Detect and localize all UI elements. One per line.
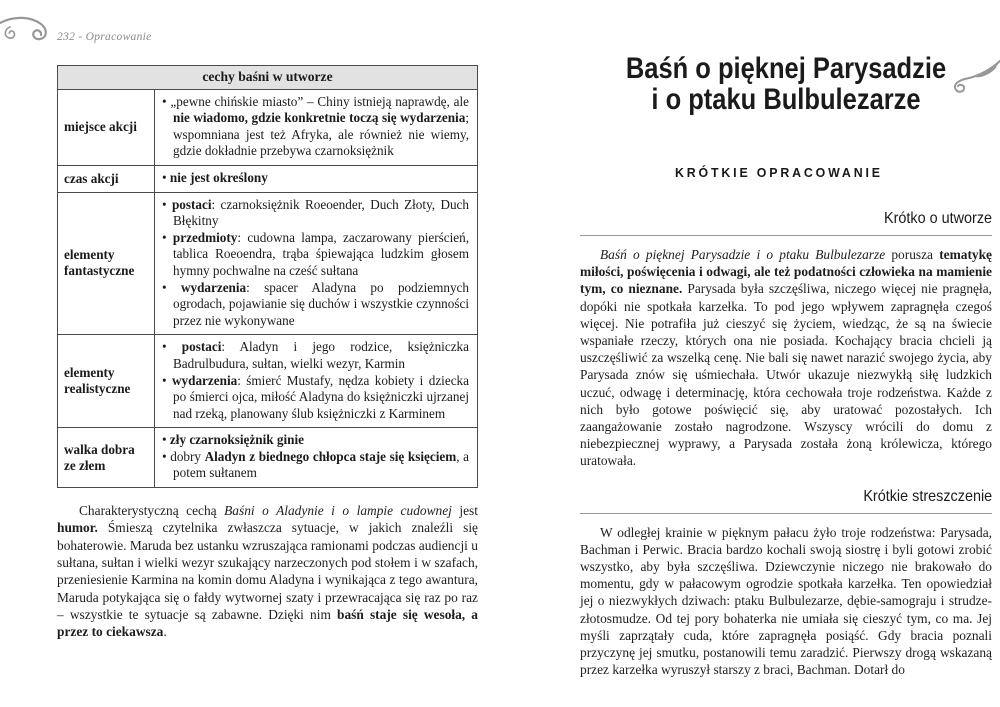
text-segment: wydarzenia [180, 279, 247, 295]
text-segment: nie wiadomo, gdzie konkretnie toczą się wydarzenia [173, 110, 466, 126]
text-segment: „pewne chińskie miasto” – Chiny istnieją naprawdę, ale [170, 93, 469, 109]
text-segment: . [163, 624, 167, 640]
text-segment: przedmioty [172, 229, 238, 245]
bullet-item [162, 373, 469, 423]
flourish-swirl-icon [0, 14, 56, 49]
bullet-item [162, 197, 469, 230]
bullet-item [162, 432, 469, 449]
bullet-item [162, 94, 469, 160]
table-body [58, 89, 478, 487]
right-page [580, 0, 992, 678]
bullet-icon: • [162, 448, 171, 464]
section-heading-text: Krótko o utworze [883, 210, 992, 227]
row-content [155, 89, 478, 165]
text-segment: dobry [170, 448, 205, 464]
table-row [58, 165, 478, 192]
row-label: elementy realistyczne [58, 335, 155, 428]
text-segment: jest [451, 503, 478, 519]
text-segment: W odległej krainie w pięknym pałacu żyło troje rodzeństwa: Parysada, Bachman i Perwic. Bracia bardzo kochali swoją siostrę i byli gotowi zrobić wszystko, aby była szczęśliwa. Dziewczynie niczego nie brakowało do momentu, gdy w pałacowym ogrodzie spotkała karzełka. Ten opowiedział jej o niezwykłych dziwach: ptaku Bulbulezarze, dębie-samograju i strudze-złotosmudze. Od tej pory bohaterka nie umiała się cieszyć tym, co ma. Jej myśli zaprzątały cuda, które zapragnęła posiąść. Gdy bracia poznali przyczynę jej smutku, postanowili temu zaradzić. Pierwszy drogą wskazaną przez karzełka wyruszył starszy z braci, Bachman. Dotarł do [580, 524, 992, 678]
kicker-heading [675, 165, 992, 180]
row-content [155, 192, 478, 335]
text-segment: Charakterystyczną cechą [79, 503, 225, 519]
section-heading-krotkie-streszczenie [580, 488, 992, 514]
text-segment: wydarzenia [172, 372, 238, 388]
chapter-title-line2: i o ptaku Bulbulezarze [651, 83, 921, 116]
text-segment: Baśni o Aladynie i o lampie cudownej [224, 503, 452, 519]
table-title: cechy baśni w utworze [58, 66, 478, 90]
bullet-item [162, 449, 469, 482]
bullet-icon: • [162, 432, 170, 448]
row-label: walka dobra ze złem [58, 428, 155, 488]
text-segment: : Aladyn i jego rodzice, księżniczka Badrulbudura, sułtan, wielki wezyr, Karmin [173, 339, 469, 371]
flourish-swirl-icon [946, 56, 1000, 104]
bullet-item [162, 230, 469, 280]
commentary-paragraph [57, 502, 478, 640]
table-row [58, 89, 478, 165]
text-segment: : cudowna lampa, zaczarowany pierścień, tablica Roeoendra, trąba śpiewająca ludzkim głosem hymny pochwalne na cześć sułtana [173, 229, 469, 278]
section-heading-text: Krótkie streszczenie [863, 487, 992, 505]
text-segment: tematykę miłości, poświęcenia i odwagi, ale też podatności człowieka na mamienie tym, co nieznane. [580, 247, 992, 297]
text-segment: humor. [57, 520, 98, 536]
text-segment: postaci [171, 196, 212, 212]
row-content [155, 335, 478, 428]
bullet-icon: • [162, 93, 171, 109]
table-row [58, 428, 478, 488]
kicker-text: KRÓTKIE OPRACOWANIE [675, 165, 883, 180]
bullet-icon: • [162, 229, 173, 245]
text-segment: porusza [885, 247, 940, 262]
row-content [155, 428, 478, 488]
chapter-title-line1: Baśń o pięknej Parysadzie [625, 52, 947, 85]
features-table [57, 65, 478, 488]
table-header-row [58, 66, 478, 90]
page-number-header: 232 - Opracowanie [57, 31, 152, 43]
bullet-item [162, 339, 469, 372]
row-label: elementy fantastyczne [58, 192, 155, 335]
row-content [155, 165, 478, 192]
section-paragraph [580, 524, 992, 679]
table-row [58, 335, 478, 428]
bullet-icon: • [162, 279, 181, 295]
bullet-item [162, 170, 469, 187]
section-paragraph [580, 246, 992, 470]
bullet-icon: • [162, 339, 182, 355]
text-segment: Parysada była szczęśliwa, niczego więcej nie pragnęła, dopóki nie spotkała karzełka. To pod jego wpływem zapragnęła czegoś więcej. Nie potrafiła już cieszyć się życiem, wiedząc, że są na świecie wspaniałe rzeczy, których ona nie posiada. Kochający bracia chcieli ją uszczęśliwić za wszelką cenę. Nie bali się nawet narazić swojego życia, aby Parysada znów się uśmiechała. Utwór ukazuje niezwykłą siłę ludzkich uczuć, odwagę i determinację, która cechowała troje rodzeństwa. Każde z nich było gotowe poświęcić się, aby uratować pozostałych. Ich zaangażowanie zostało nagrodzone. Wszyscy wrócili do domu z niebezpiecznej wyprawy, a Parysada została żoną królewicza, którego uratowała. [580, 281, 992, 469]
row-label: czas akcji [58, 165, 155, 192]
text-segment: zły czarnoksiężnik ginie [169, 432, 304, 448]
bullet-icon: • [162, 169, 170, 185]
bullet-icon: • [162, 196, 172, 212]
text-segment: , a potem sułtanem [173, 448, 469, 481]
bullet-item [162, 280, 469, 330]
table-row [58, 192, 478, 335]
row-label: miejsce akcji [58, 89, 155, 165]
chapter-title [580, 53, 992, 115]
left-page [57, 0, 478, 640]
text-segment: Śmieszą czytelnika zwłaszcza sytuacje, w jakich znaleźli się bohaterowie. Maruda bez ustanku wzruszająca ramionami podczas audiencji u sułtana, sułtan i wielki wezyr szukający narzeczonych pod stołem i w szafach, przeniesienie Karmina na komin domu Aladyna i wynikająca z tego awantura, Maruda potykająca się o fałdy wytwornej szaty i przewracająca się raz po raz – wszystkie te sytuacje są zabawne. Dzięki nim [57, 520, 478, 622]
text-segment: ; wspomniana jest też Afryka, ale również nie wiemy, gdzie dokładnie przebywa czarnoksiężnik [173, 110, 469, 159]
text-segment: : śmierć Mustafy, nędza kobiety i dziecka po śmierci ojca, miłość Aladyna do księżniczki ujrzanej nad rzeką, planowany ślub księżniczki z Karminem [173, 372, 469, 421]
text-segment: : czarnoksiężnik Roeoender, Duch Złoty, Duch Błękitny [173, 196, 470, 229]
text-segment: Baśń o pięknej Parysadzie i o ptaku Bulbulezarze [600, 247, 886, 262]
text-segment: Aladyn z biednego chłopca staje się księciem [204, 448, 457, 464]
text-segment: : spacer Aladyna po podziemnych ogrodach, pojawianie się duchów i wszystkie czynności przez nie wykonywane [173, 279, 469, 328]
text-segment: nie jest określony [169, 169, 268, 185]
bullet-icon: • [162, 372, 173, 388]
text-segment: baśń staje się wesoła, a przez to ciekawsza [57, 606, 478, 640]
section-heading-krotko-o-utworze [580, 210, 992, 236]
text-segment: postaci [181, 339, 222, 355]
